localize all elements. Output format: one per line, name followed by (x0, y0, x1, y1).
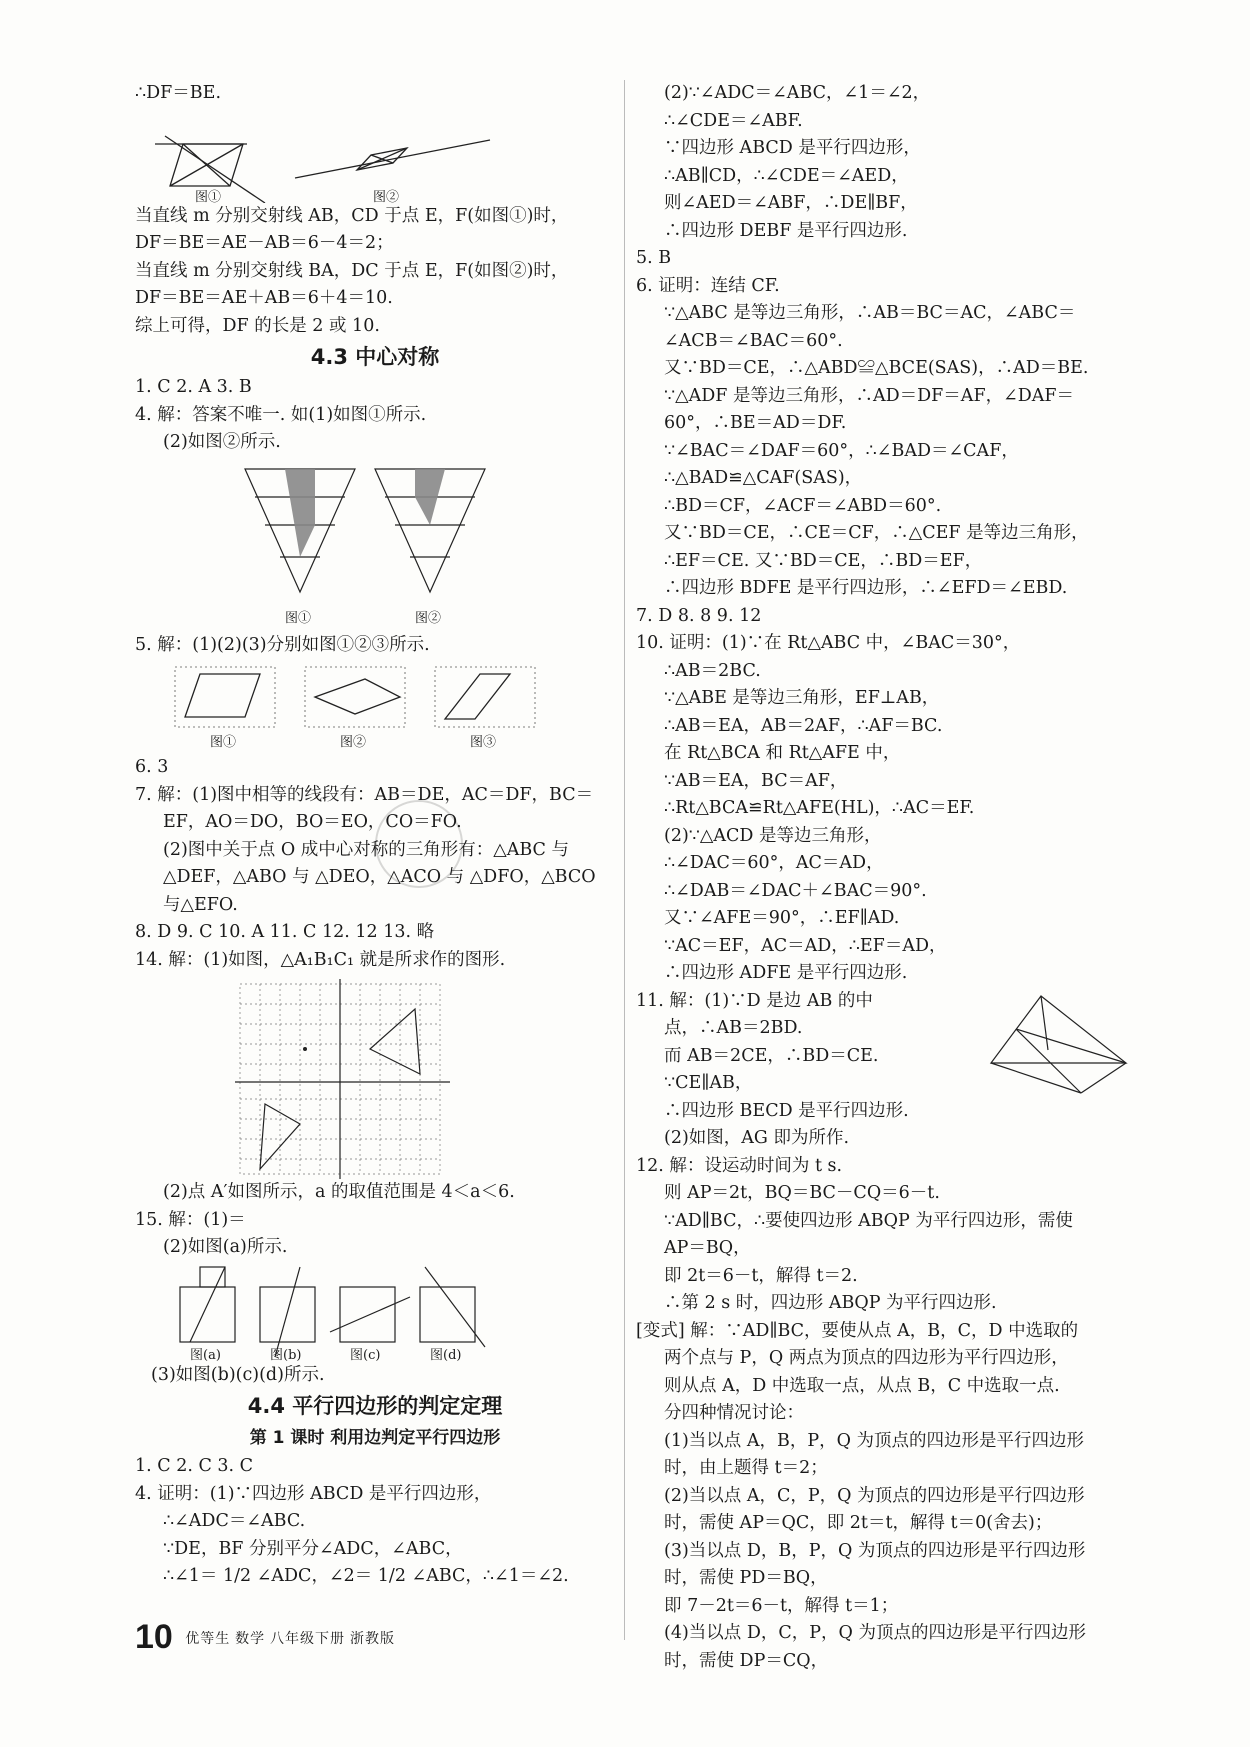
text-line: 5. B (636, 248, 672, 268)
text-line: 60°，∴BE＝AD＝DF. (664, 413, 847, 433)
text-line: 1. C 2. A 3. B (135, 377, 252, 397)
text-line: ∴△BAD≌△CAF(SAS)， (664, 468, 863, 488)
dot-grid-diagram (135, 659, 615, 754)
figure-caption: 图(c) (350, 1347, 381, 1363)
text-line: ∴四边形 DEBF 是平行四边形. (664, 220, 908, 241)
left-column (135, 80, 615, 1591)
text-line: ∵△ABE 是等边三角形，EF⊥AB， (664, 688, 940, 708)
text-line: ∵∠BAC＝∠DAF＝60°，∴∠BAD＝∠CAF， (664, 440, 1019, 461)
text-line: ∴∠CDE＝∠ABF. (664, 110, 803, 131)
q11-block (636, 988, 1156, 1153)
text-line: (2)点 A′如图所示，a 的取值范围是 4＜a＜6. (163, 1182, 515, 1202)
text-line: ∴AB＝EA，AB＝2AF，∴AF＝BC. (664, 715, 943, 736)
section-title: 4.3 中心对称 (310, 345, 440, 369)
text-line: DF＝BE＝AE＋AB＝6＋4＝10. (135, 288, 393, 308)
text-line: 又∵BD＝CE，∴△ABD≌△BCE(SAS)，∴AD＝BE. (664, 358, 1089, 378)
solution-block (135, 754, 615, 974)
text-line: ∵△ADF 是等边三角形，∴AD＝DF＝AF，∠DAF＝ (664, 385, 1075, 406)
text-line: ∴四边形 BECD 是平行四边形. (664, 1100, 909, 1121)
text-line: 又∵BD＝CE，∴CE＝CF，∴△CEF 是等边三角形， (664, 523, 1089, 543)
text-line: 时，需使 DP＝CQ， (664, 1650, 829, 1671)
text-line: ∴Rt△BCA≌Rt△AFE(HL)，∴AC＝EF. (664, 798, 975, 818)
text-line: 两个点与 P，Q 两点为顶点的四边形为平行四边形， (664, 1348, 1069, 1368)
figure-caption: 图(a) (190, 1347, 221, 1363)
text-line: ∵AD∥BC，∴要使四边形 ABQP 为平行四边形，需使 (664, 1210, 1073, 1231)
text-line: △DEF，△ABO 与 △DEO，△ACO 与 △DFO，△BCO (163, 867, 596, 887)
page-footer (135, 1618, 395, 1657)
section-title: 4.4 平行四边形的判定定理 (247, 1394, 503, 1418)
text-line: ∴DF＝BE. (135, 83, 222, 103)
figure-caption: 图② (415, 610, 442, 626)
figure-caption: 图① (285, 610, 312, 626)
coordinate-grid-diagram (135, 974, 615, 1179)
text-line: (2)如图，AG 即为所作. (664, 1128, 850, 1148)
text-line: EF，AO＝DO，BO＝EO，CO＝FO. (163, 812, 462, 832)
text-line: (3)当以点 D，B，P，Q 为顶点的四边形是平行四边形 (664, 1540, 1086, 1561)
text-line: (2)如图②所示. (163, 432, 281, 452)
text-line: (4)当以点 D，C，P，Q 为顶点的四边形是平行四边形 (664, 1623, 1086, 1643)
figure-caption: 图(b) (270, 1347, 302, 1363)
text-line: ∴∠DAB＝∠DAC＋∠BAC＝90°. (664, 880, 927, 901)
text-line: ∵四边形 ABCD 是平行四边形， (664, 138, 921, 158)
text-line: 即 7－2t＝6－t，解得 t＝1； (664, 1595, 899, 1616)
text-line: ∠ACB＝∠BAC＝60°. (664, 330, 843, 351)
text-line: ∴BD＝CF，∠ACF＝∠ABD＝60°. (664, 495, 942, 516)
text-line: (1)当以点 A，B，P，Q 为顶点的四边形是平行四边形 (664, 1430, 1085, 1451)
figure-caption: 图② (340, 735, 367, 750)
text-line: ∴四边形 BDFE 是平行四边形，∴∠EFD＝∠EBD. (664, 578, 1068, 598)
text-line: 即 2t＝6－t，解得 t＝2. (664, 1265, 858, 1286)
text-line: 14. 解：(1)如图，△A₁B₁C₁ 就是所求作的图形. (135, 949, 506, 970)
text-line: ∴AB＝2BC. (664, 660, 761, 681)
text-line: 7. 解：(1)图中相等的线段有：AB＝DE，AC＝DF，BC＝ (135, 784, 594, 805)
text-line: DF＝BE＝AE－AB＝6－4＝2； (135, 233, 394, 253)
text-line: 综上可得，DF 的长是 2 或 10. (135, 315, 380, 336)
text-line: (2)∵△ACD 是等边三角形， (664, 825, 882, 846)
solution-block (135, 374, 615, 457)
text-line: [变式] 解：∵AD∥BC，要使从点 A，B，C，D 中选取的 (636, 1320, 1079, 1341)
text-line: ∵AC＝EF，AC＝AD，∴EF＝AD， (664, 935, 947, 956)
solution-block (135, 1453, 615, 1591)
text-line: 6. 3 (135, 757, 169, 777)
text-line: (3)如图(b)(c)(d)所示. (151, 1364, 325, 1385)
text-line: ∴AB∥CD，∴∠CDE＝∠AED， (664, 165, 909, 186)
text-line: 则从点 A，D 中选取一点，从点 B，C 中选取一点. (664, 1375, 1060, 1396)
text-line: ∵△ABC 是等边三角形，∴AB＝BC＝AC，∠ABC＝ (664, 303, 1076, 323)
text-line: AP＝BQ， (664, 1238, 751, 1258)
footer-text: 优等生 数学 八年级下册 浙教版 (185, 1629, 395, 1646)
text-line: ∵AB＝EA，BC＝AF， (664, 770, 848, 791)
text-line: 5. 解：(1)(2)(3)分别如图①②③所示. (135, 634, 430, 655)
text-line: (2)图中关于点 O 成中心对称的三角形有：△ABC 与 (163, 839, 569, 860)
figure-parallelogram-lines (135, 108, 615, 203)
text-line: 7. D 8. 8 9. 12 (636, 605, 762, 626)
text-line: ∵DE，BF 分别平分∠ADC，∠ABC， (163, 1538, 463, 1559)
text-line: 4. 证明：(1)∵四边形 ABCD 是平行四边形， (135, 1483, 492, 1504)
text-line: 1. C 2. C 3. C (135, 1456, 254, 1476)
solution-block (636, 1153, 1156, 1676)
text-line: 11. 解：(1)∵D 是边 AB 的中 (636, 990, 873, 1011)
solution-block (135, 203, 615, 341)
solution-block (636, 80, 1156, 988)
text-line: 又∵∠AFE＝90°，∴EF∥AD. (664, 908, 900, 928)
text-line: ∴第 2 s 时，四边形 ABQP 为平行四边形. (664, 1293, 997, 1313)
text-line: ∵CE∥AB， (664, 1073, 753, 1093)
triangle-geometry-diagram (976, 988, 1146, 1108)
text-line: 12. 解：设运动时间为 t s. (636, 1155, 843, 1176)
text-line: 时，由上题得 t＝2； (664, 1458, 828, 1478)
text-line: ∴EF＝CE. 又∵BD＝CE，∴BD＝EF， (664, 550, 983, 571)
text-line: 与△EFO. (163, 894, 238, 915)
text-line: ∴∠1＝ 1/2 ∠ADC，∠2＝ 1/2 ∠ABC，∴∠1＝∠2. (163, 1566, 569, 1586)
text-line: 10. 证明：(1)∵在 Rt△ABC 中，∠BAC＝30°， (636, 633, 1021, 653)
text-line: 时，需使 PD＝BQ， (664, 1568, 828, 1588)
figure-caption: 图① (195, 189, 222, 205)
figure-triangle-grids (135, 457, 615, 632)
page-number: 10 (135, 1618, 173, 1656)
figure-caption: 图② (373, 189, 400, 205)
text-line: 则 AP＝2t，BQ＝BC－CQ＝6－t. (664, 1183, 940, 1203)
figure-caption: 图(d) (430, 1347, 462, 1363)
text-line: ∴∠ADC＝∠ABC. (163, 1511, 306, 1531)
text-line: 分四种情况讨论： (664, 1403, 804, 1423)
text-line: (2)∵∠ADC＝∠ABC，∠1＝∠2， (664, 83, 931, 103)
text-line: 在 Rt△BCA 和 Rt△AFE 中， (664, 743, 901, 763)
solution-block (135, 1179, 615, 1262)
text-line: 15. 解：(1)＝ (135, 1209, 246, 1230)
figure-dot-grids (135, 659, 615, 754)
text-line: 则∠AED＝∠ABF，∴DE∥BF， (664, 193, 918, 213)
text-line: 4. 解：答案不唯一. 如(1)如图①所示. (135, 404, 427, 425)
text-line: 而 AB＝2CE，∴BD＝CE. (664, 1045, 879, 1066)
text-line: 点，∴AB＝2BD. (664, 1018, 803, 1038)
text-line: 8. D 9. C 10. A 11. C 12. 12 13. 略 (135, 922, 435, 942)
triangle-grid-diagram (135, 457, 615, 632)
figure-caption: 图① (210, 735, 237, 750)
text-line: ∴∠DAC＝60°，AC＝AD， (664, 853, 884, 873)
text-line: 当直线 m 分别交射线 AB，CD 于点 E，F(如图①)时， (135, 205, 569, 226)
text-line: 时，需使 AP＝QC，即 2t＝t，解得 t＝0(舍去)； (664, 1513, 1053, 1533)
text-line: (2)如图(a)所示. (163, 1237, 288, 1257)
figure-squares (135, 1262, 615, 1362)
figure-caption: 图③ (470, 735, 497, 750)
text-line: (2)当以点 A，C，P，Q 为顶点的四边形是平行四边形 (664, 1485, 1085, 1506)
text-line: 当直线 m 分别交射线 BA，DC 于点 E，F(如图②)时， (135, 260, 569, 281)
text-line: 6. 证明：连结 CF. (636, 275, 780, 296)
subsection-title: 第 1 课时 利用边判定平行四边形 (249, 1428, 501, 1448)
column-divider (624, 80, 625, 1640)
figure-coordinate-grid (135, 974, 615, 1179)
text-line: ∴四边形 ADFE 是平行四边形. (664, 963, 908, 983)
right-column (636, 80, 1156, 1675)
